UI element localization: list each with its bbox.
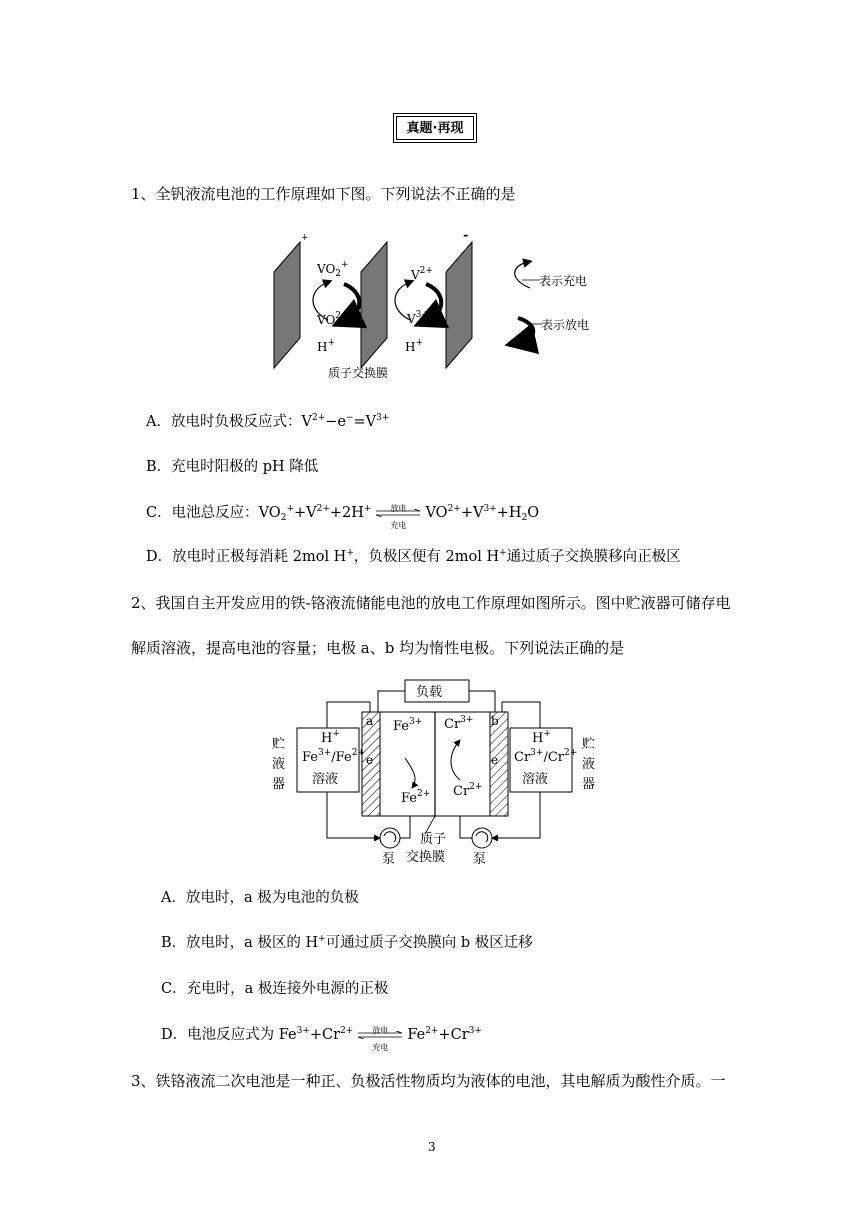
membrane-label-line2: 交换膜 (406, 850, 446, 865)
reversible-arrow: 放电 充电 (374, 503, 422, 523)
section-title: 真题·再现 (396, 116, 474, 140)
vanadium-battery-diagram (260, 228, 610, 388)
fe3-label: $Fe^{3+}$ (393, 717, 423, 734)
left-pump (380, 828, 400, 848)
legend-discharge-arrow (518, 318, 533, 342)
electrode-a-label: a (366, 714, 374, 728)
q1-option-c: C．电池总反应：$VO_2^++V^{2+}+2H^+$ 放电 充电 $VO^{2+}+V^{3+}+H_2O$ (146, 504, 540, 530)
question-2-stem-line2: 解质溶液，提高电池的容量；电极 a、b 均为惰性电极。下列说法正确的是 (131, 639, 625, 657)
question-3-stem: 3、铁铬液流二次电池是一种正、负极活性物质均为液体的电池，其电解质为酸性介质。一 (131, 1072, 726, 1090)
label-vo-2plus: $VO^{2+}$ (317, 311, 349, 327)
legend-charge-label: 表示充电 (539, 274, 588, 288)
legend-discharge-label: 表示放电 (541, 318, 590, 332)
question-1-stem: 1、全钒液流电池的工作原理如下图。下列说法不正确的是 (131, 185, 516, 203)
reversible-arrow-2: 放电 充电 (356, 1025, 404, 1045)
right-electrode-plate (446, 242, 472, 368)
q2-option-a: A．放电时，a 极为电池的负极 (161, 890, 359, 906)
q2-option-c: C．充电时，a 极连接外电源的正极 (161, 981, 389, 997)
q1-option-d: D．放电时正极每消耗 2mol H+，负极区便有 2mol H+通过质子交换膜移向正极区 (146, 548, 681, 565)
question-2-stem-line1: 2、我国自主开发应用的铁-铬液流储能电池的放电工作原理如图所示。图中贮液器可储存电 (131, 594, 731, 612)
membrane-label-line1: 质子 (420, 832, 447, 847)
left-electrode-plate (274, 242, 300, 368)
label-vo2-plus: $VO_2^+$ (317, 260, 349, 279)
positive-sign: + (301, 233, 309, 243)
page-number: 3 (428, 1140, 436, 1154)
electron-right-label: e (491, 753, 499, 767)
cr2-label: $Cr^{2+}$ (453, 782, 483, 799)
label-h-right: H+ (405, 338, 424, 354)
membrane-plate (361, 242, 387, 368)
label-v3plus: $V^{3+}$ (407, 310, 429, 326)
electron-left-label: e (366, 753, 374, 767)
legend-charge-arrow (515, 262, 530, 288)
fe-pair-label: $Fe^{3+}/Fe^{2+}$ (302, 748, 365, 765)
cr-pair-label: $Cr^{3+}/Cr^{2+}$ (514, 748, 578, 765)
fe2-label: $Fe^{2+}$ (401, 789, 431, 806)
label-v2plus: $V^{2+}$ (411, 266, 433, 282)
label-membrane: 质子交换膜 (328, 366, 389, 380)
cr3-label: $Cr^{3+}$ (444, 715, 474, 732)
load-label: 负载 (416, 685, 443, 700)
q2-option-b: B．放电时，a 极区的 H+可通过质子交换膜向 b 极区迁移 (161, 934, 533, 951)
q1-option-b: B．充电时阳极的 pH 降低 (146, 459, 319, 475)
q2-option-d: D．电池反应式为 $Fe^{3+}+Cr^{2+}$ 放电 充电 $Fe^{2+}+Cr^{3+}$ (161, 1026, 482, 1052)
left-pump-label: 泵 (382, 852, 396, 867)
right-pump (472, 828, 492, 848)
section-title-box (393, 113, 477, 143)
left-h-label: H+ (321, 729, 340, 746)
negative-sign: - (463, 228, 469, 243)
left-tank-label: 贮液器 (272, 737, 286, 792)
right-tank-label: 贮液器 (582, 737, 596, 792)
label-h-left: H+ (317, 338, 336, 354)
electrode-b-label: b (491, 714, 499, 728)
left-solution-label: 溶液 (312, 772, 339, 787)
right-solution-label: 溶液 (522, 772, 549, 787)
q1-option-a: A．放电时负极反应式：$V^{2+}-e^-=V^{3+}$ (146, 413, 390, 430)
right-pump-label: 泵 (473, 852, 487, 867)
right-h-label: H+ (532, 729, 551, 746)
